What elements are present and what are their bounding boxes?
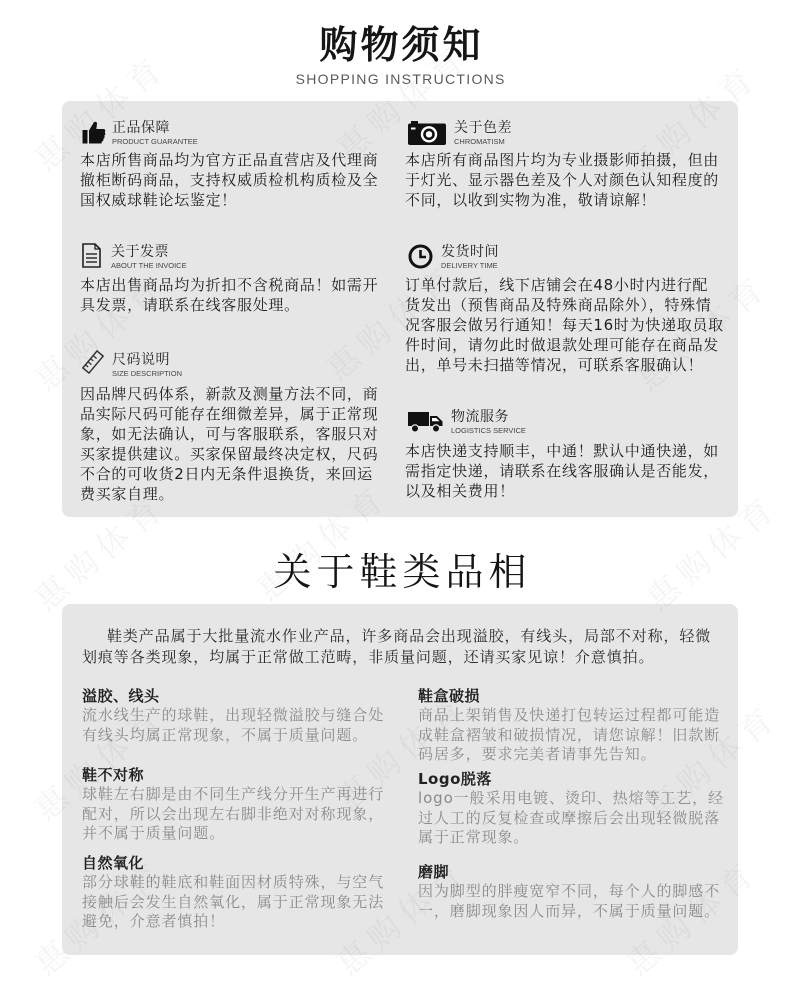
truck-icon	[408, 409, 443, 433]
text-line: 并不属于质量问题。	[82, 824, 226, 843]
text-line: 具发票，请联系在线客服处理。	[80, 296, 300, 314]
note-body	[80, 384, 378, 504]
note-title: 关于色差	[454, 120, 512, 136]
text-line: 有线头均属正常现象，不属于质量问题。	[82, 725, 369, 744]
note-title: 发货时间	[441, 244, 499, 260]
text-line: 避免，介意者慎拍！	[82, 912, 226, 931]
note-subtitle: SIZE DESCRIPTION	[112, 368, 183, 378]
note-title: 物流服务	[451, 409, 509, 425]
condition-item-body	[82, 785, 402, 844]
text-line: 不同，以收到实物为准，敬请谅解！	[405, 191, 657, 209]
note-subtitle: PRODUCT GUARANTEE	[112, 136, 198, 146]
text-line: 成鞋盒褶皱和破损情况，请您谅解！旧款断	[418, 725, 721, 744]
text-line: 况客服会做另行通知！每天16时为快递取员取	[405, 316, 724, 334]
text-line: 货发出（预售商品及特殊商品除外），特殊情	[405, 296, 712, 314]
text-line: 于灯光、显示器色差及个人对颜色认知程度的	[405, 171, 720, 189]
note-subtitle: DELIVERY TIME	[441, 260, 498, 270]
note-subtitle: CHROMATISM	[454, 136, 505, 146]
condition-item-body	[418, 706, 738, 765]
text-line: 一，磨脚现象因人而异，不属于质量问题。	[418, 901, 721, 920]
condition-intro	[82, 626, 711, 668]
note-title: 正品保障	[112, 120, 170, 136]
condition-item-title: 自然氧化	[82, 854, 145, 872]
condition-item-title: 鞋不对称	[82, 766, 145, 784]
text-line: 本店快递支持顺丰，中通！默认中通快递，如	[405, 442, 720, 460]
text-line: 件时间，请勿此时做退款处理可能存在商品发	[405, 336, 720, 354]
text-line: 鞋类产品属于大批量流水作业产品，许多商品会出现溢胶，有线头，局部不对称，轻微	[107, 627, 712, 645]
text-line: 象，如无法确认，可与客服联系，客服只对	[80, 425, 379, 443]
text-line: 以及相关费用！	[405, 482, 515, 500]
clock-icon	[408, 244, 433, 269]
text-line: 本店所售商品均为官方正品直营店及代理商	[80, 151, 379, 169]
text-line: 部分球鞋的鞋底和鞋面因材质特殊，与空气	[82, 873, 385, 891]
condition-item-box-damage	[418, 686, 738, 765]
note-title: 尺码说明	[112, 352, 170, 368]
text-line: 流水线生产的球鞋，出现轻微溢胶与缝合处	[82, 706, 385, 724]
text-line: 配对，所以会出现左右脚非绝对对称现象，	[82, 804, 385, 823]
section-title: 关于鞋类品相	[273, 550, 532, 594]
note-body	[80, 150, 378, 210]
note-body	[405, 275, 724, 375]
condition-item-title: 溢胶、线头	[82, 687, 160, 705]
document-icon	[82, 243, 101, 268]
condition-item-body	[82, 873, 402, 932]
condition-item-glue-thread	[82, 686, 402, 745]
condition-item-body	[82, 706, 402, 745]
text-line: 出，单号未扫描等情况，可联系客服确认！	[405, 356, 704, 374]
condition-item-title: 磨脚	[418, 863, 450, 881]
text-line: 国权威球鞋论坛鉴定！	[80, 191, 238, 209]
text-line: 属于正常现象。	[418, 828, 530, 847]
note-body	[405, 150, 719, 210]
condition-item-title: 鞋盒破损	[418, 687, 481, 705]
page-subtitle: SHOPPING INSTRUCTIONS	[295, 71, 506, 87]
note-subtitle: ABOUT THE INVOICE	[111, 260, 187, 270]
condition-item-rubbing	[418, 862, 738, 921]
note-title: 关于发票	[111, 244, 169, 260]
text-line: 因为脚型的胖瘦宽窄不同，每个人的脚感不	[418, 882, 721, 900]
condition-item-body	[418, 882, 738, 921]
condition-item-title: Logo脱落	[418, 770, 492, 788]
page-title: 购物须知	[319, 23, 484, 67]
text-line: 球鞋左右脚是由不同生产线分开生产再进行	[82, 785, 385, 803]
text-line: logo一般采用电镀、烫印、热熔等工艺，经	[418, 789, 724, 807]
condition-item-logo-peeling	[418, 769, 738, 848]
text-line: 商品上架销售及快递打包转运过程都可能造	[418, 706, 721, 724]
text-line: 买家提供建议。买家保留最终决定权，尺码	[80, 445, 379, 463]
text-line: 码居多，要求完美者请事先告知。	[418, 745, 657, 764]
note-subtitle: LOGISTICS SERVICE	[451, 425, 526, 435]
ruler-icon	[82, 350, 104, 374]
text-line: 不合的可收货2日内无条件退换货，来回运	[80, 465, 373, 483]
condition-item-asymmetry	[82, 765, 402, 844]
text-line: 品实际尺码可能存在细微差异，属于正常现	[80, 405, 379, 423]
text-line: 过人工的反复检查或摩擦后会出现轻微脱落	[418, 808, 721, 827]
condition-item-body	[418, 789, 738, 848]
thumbs-up-icon	[82, 120, 106, 144]
note-body	[405, 441, 719, 501]
text-line: 费买家自理。	[80, 485, 175, 503]
note-body	[80, 275, 378, 315]
text-line: 接触后会发生自然氧化，属于正常现象无法	[82, 892, 385, 911]
condition-item-oxidation	[82, 853, 402, 932]
text-line: 本店出售商品均为折扣不含税商品！如需开	[80, 276, 379, 294]
camera-icon	[408, 121, 446, 145]
text-line: 需指定快递，请联系在线客服确认是否能发，	[405, 462, 720, 480]
text-line: 划痕等各类现象，均属于正常做工范畴，非质量问题，还请买家见谅！介意慎拍。	[82, 648, 655, 666]
text-line: 撤柜断码商品，支持权威质检机构质检及全	[80, 171, 379, 189]
text-line: 订单付款后，线下店铺会在48小时内进行配	[405, 276, 709, 294]
text-line: 因品牌尺码体系，新款及测量方法不同，商	[80, 385, 379, 403]
text-line: 本店所有商品图片均为专业摄影师拍摄，但由	[405, 151, 720, 169]
